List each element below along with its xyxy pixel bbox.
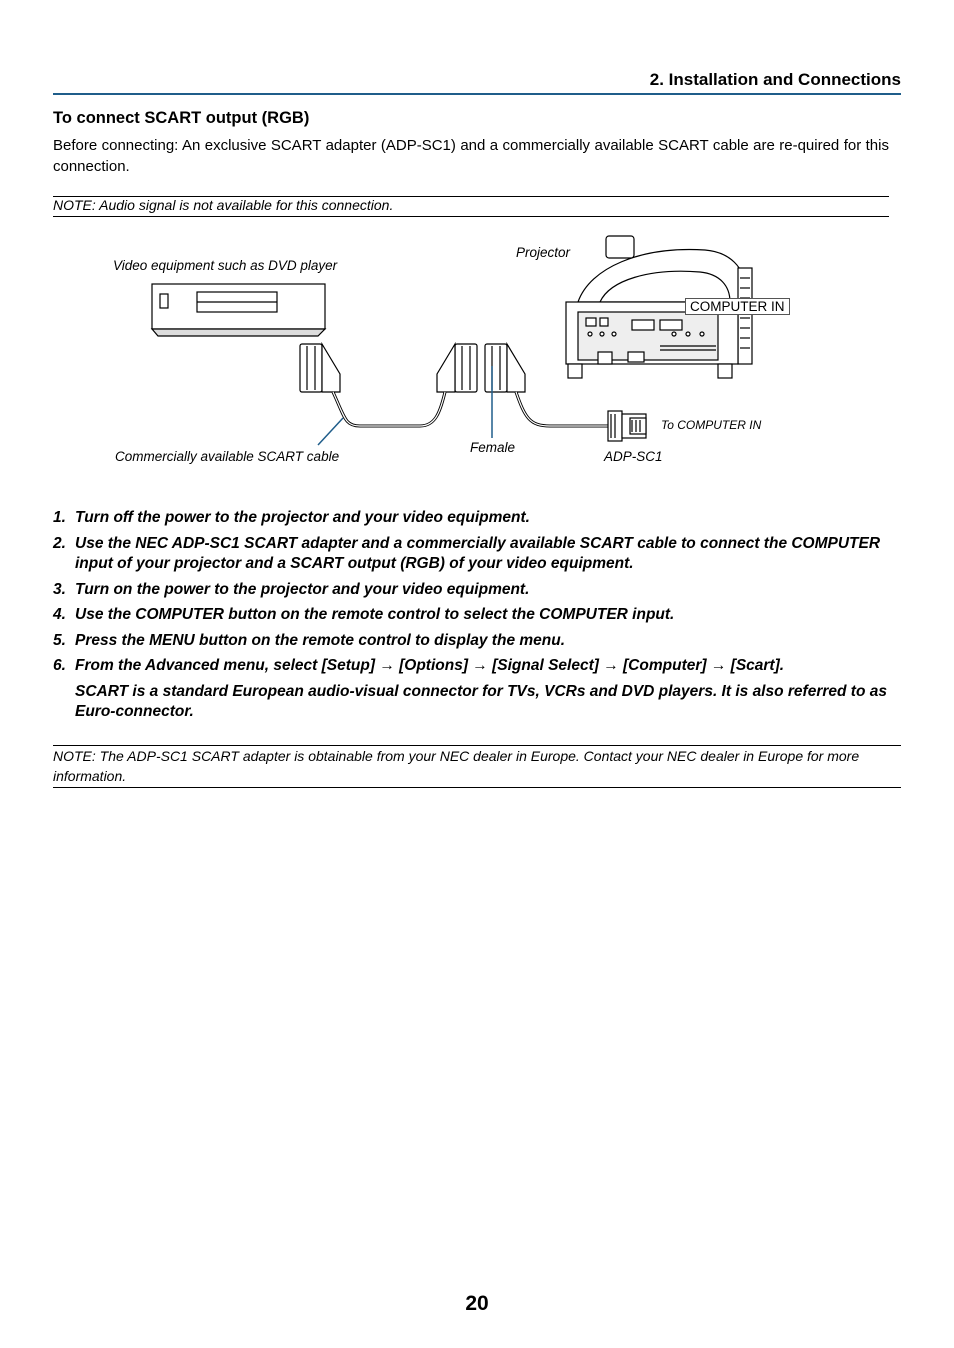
connection-diagram bbox=[0, 228, 954, 478]
step-number: 6. bbox=[53, 657, 66, 674]
step-text: Press the MENU button on the remote control to display the menu. bbox=[75, 631, 566, 649]
step-item bbox=[53, 605, 903, 626]
step-text: Use the NEC ADP-SC1 SCART adapter and a commercially available SCART cable to connect the COMPUTER input of your projector and a SCART output (RGB) of your video equipment. bbox=[75, 534, 881, 572]
label-video-equipment: Video equipment such as DVD player bbox=[113, 258, 338, 273]
step-text: Use the COMPUTER button on the remote control to select the COMPUTER input. bbox=[75, 606, 675, 623]
scart-cable bbox=[333, 392, 445, 426]
scart-plug-left bbox=[300, 344, 340, 392]
step-item bbox=[53, 631, 903, 652]
label-computer-in: COMPUTER IN bbox=[685, 298, 790, 315]
label-to-computer-in: To COMPUTER IN bbox=[661, 418, 762, 432]
note-audio: NOTE: Audio signal is not available for this connection. bbox=[53, 196, 889, 217]
label-female: Female bbox=[470, 440, 516, 455]
step-text: Turn on the power to the projector and your video equipment. bbox=[75, 580, 530, 598]
step-item bbox=[53, 534, 903, 575]
step-item bbox=[53, 656, 903, 677]
intro-paragraph: Before connecting: An exclusive SCART adapter (ADP-SC1) and a commercially available SCART cable are re-quired for this connection. bbox=[53, 137, 889, 175]
header-rule bbox=[53, 93, 901, 95]
label-adapter: ADP-SC1 bbox=[604, 449, 663, 464]
dvd-player-illustration bbox=[152, 284, 325, 336]
scart-plug-middle-2 bbox=[485, 344, 525, 392]
scart-plug-middle-1 bbox=[437, 344, 477, 392]
label-scart-cable: Commercially available SCART cable bbox=[115, 449, 340, 464]
step-item bbox=[53, 508, 903, 529]
page-title: To connect SCART output (RGB) bbox=[53, 109, 310, 127]
steps-list bbox=[53, 508, 903, 723]
leader-cable bbox=[318, 418, 343, 445]
note-dealer: NOTE: The ADP-SC1 SCART adapter is obtainable from your NEC dealer in Europe. Contact your NEC dealer in Europe for more information. bbox=[53, 745, 901, 788]
step-number: 3. bbox=[53, 580, 66, 598]
page-number: 20 bbox=[465, 1292, 489, 1315]
step-item bbox=[53, 580, 903, 601]
adapter-cable bbox=[516, 392, 608, 426]
vga-plug bbox=[608, 411, 646, 441]
section-header: 2. Installation and Connections bbox=[649, 70, 901, 89]
step-text: Turn off the power to the projector and your video equipment. bbox=[75, 509, 530, 526]
step-number: 5. bbox=[53, 631, 66, 649]
step-number: 4. bbox=[53, 606, 66, 623]
step-number: 2. bbox=[53, 534, 66, 552]
step-number: 1. bbox=[53, 509, 66, 526]
label-projector: Projector bbox=[516, 245, 571, 260]
step-extra-note: SCART is a standard European audio-visual connector for TVs, VCRs and DVD players. It is also referred to as Euro-connector. bbox=[75, 682, 887, 720]
step-text: From the Advanced menu, select [Setup] → [Options] → [Signal Select] → [Computer] → [Scart]. bbox=[75, 657, 785, 674]
